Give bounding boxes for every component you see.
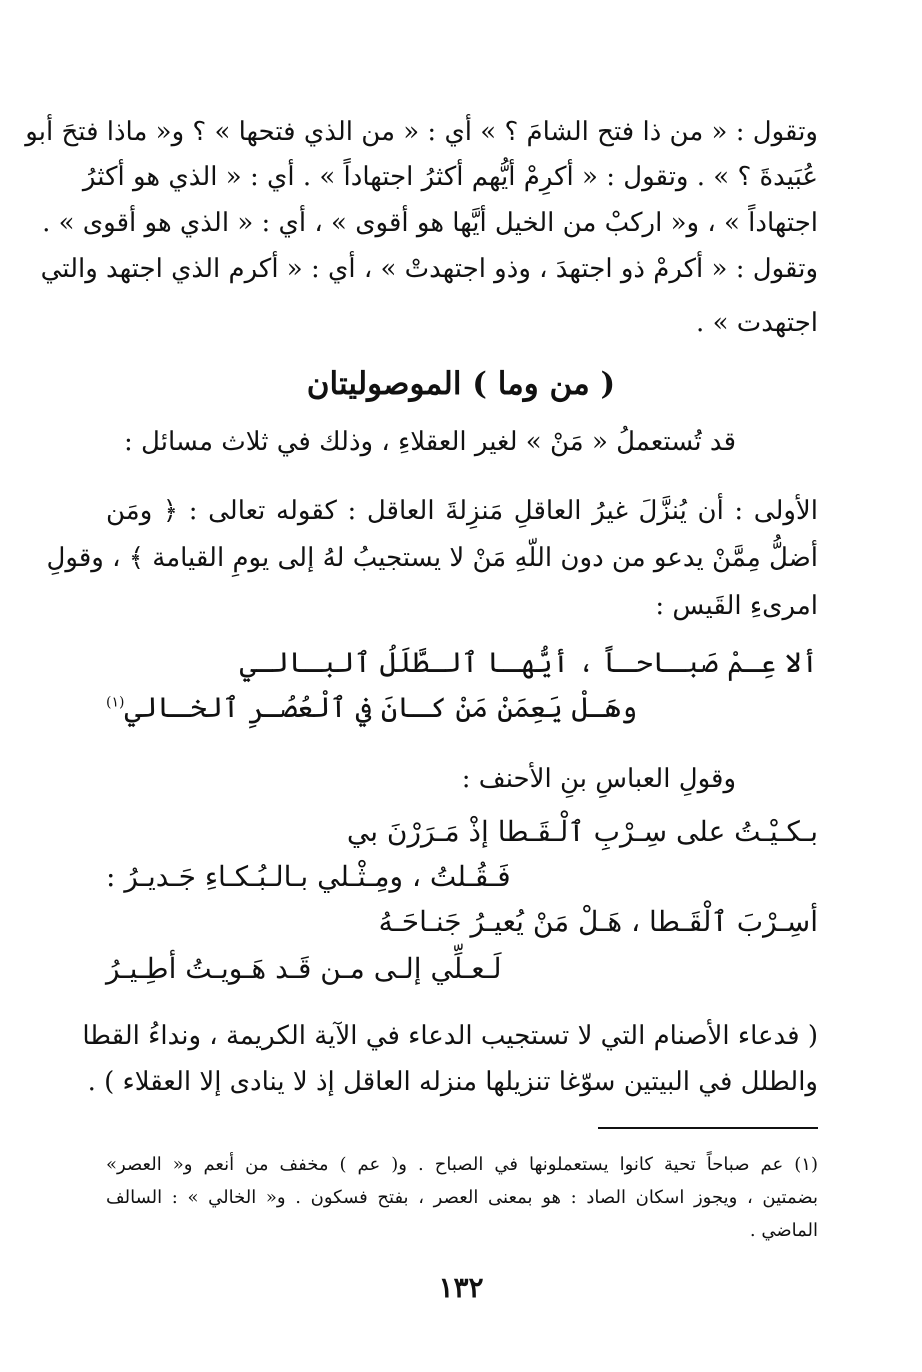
page-number: ١٣٢ xyxy=(438,1271,484,1304)
verse-line: ألا عِـمْ صَبـاحـاً ، أيُّهـا ٱلـطَّلَلُ ٱلبـالـي xyxy=(239,646,818,679)
verse-intro: وقولِ العباسِ بنِ الأحنف : xyxy=(461,764,736,794)
footnote-line: الماضي . xyxy=(749,1220,818,1241)
explanation-line: ( فدعاء الأصنام التي لا تستجيب الدعاء في الآية الكريمة ، ونداءُ القطا xyxy=(82,1021,818,1051)
paragraph-line: اجتهدت » . xyxy=(696,308,818,338)
intro-line: قد تُستعملُ « مَنْ » لغير العقلاءِ ، وذلك في ثلاث مسائل : xyxy=(124,427,736,457)
paragraph-line: وتقول : « أكرمْ ذو اجتهدَ ، وذو اجتهدتْ » ، أي : « أكرم الذي اجتهد والتي xyxy=(40,254,818,284)
paragraph-line: أضلُّ مِمَّنْ يدعو من دون اللّهِ مَنْ لا يستجيبُ لهُ إلى يومِ القيامة ﴾ ، وقولِ xyxy=(46,543,818,573)
verse-line: لَـعـلِّي إلـى مـن قَـد هَـويـتُ أطِـيـرُ xyxy=(106,952,502,985)
paragraph-line: اجتهاداً » ، و« اركبْ من الخيل أيَّها هو أقوى » ، أي : « الذي هو أقوى » . xyxy=(42,208,818,238)
verse-text: وهَـلْ يَعِمَنْ مَنْ كـانَ في ٱلْعُصُـرِ ٱلخـالي xyxy=(124,691,638,724)
section-heading: ( من وما ) الموصوليتان xyxy=(306,366,616,402)
footnote-line: بضمتين ، ويجوز اسكان الصاد : هو بمعنى العصر ، بفتح فسكون . و« الخالي » : السالف xyxy=(106,1187,818,1208)
paragraph-line: الأولى : أن يُنزَّلَ غيرُ العاقلِ مَنزِلةَ العاقل : كقوله تعالى : ﴿ ومَن xyxy=(106,496,818,526)
paragraph-line: وتقول : « من ذا فتح الشامَ ؟ » أي : « من الذي فتحها » ؟ و« ماذا فتحَ أبو xyxy=(25,117,818,147)
verse-line: أسِـرْبَ ٱلْقَـطا ، هَـلْ مَنْ يُعيـرُ جَنـاحَـهُ xyxy=(378,905,818,938)
verse-line xyxy=(106,690,818,726)
footnote-divider xyxy=(598,1127,818,1129)
footnote-line: (١) عم صباحاً تحية كانوا يستعملونها في الصباح . و( عم ) مخفف من أنعم و« العصر» xyxy=(106,1154,818,1175)
verse-line: بـكـيْـتُ على سِـرْبِ ٱلْـقَـطا إذْ مَـرَرْنَ بي xyxy=(346,815,818,848)
paragraph-line: عُبَيدةَ ؟ » . وتقول : « أكرِمْ أيُّهم أكثرُ اجتهاداً » . أي : « الذي هو أكثرُ xyxy=(82,162,818,192)
footnote-mark: (١) xyxy=(106,694,125,711)
paragraph-line: امرىءِ القَيس : xyxy=(655,591,818,621)
verse-line: فَـقُـلتُ ، ومِـثْـلي بـالـبُـكـاءِ جَـديـرُ : xyxy=(106,860,511,893)
explanation-line: والطلل في البيتين سوّغا تنزيلها منزله العاقل إذ لا ينادى إلا العقلاء ) . xyxy=(87,1067,818,1097)
